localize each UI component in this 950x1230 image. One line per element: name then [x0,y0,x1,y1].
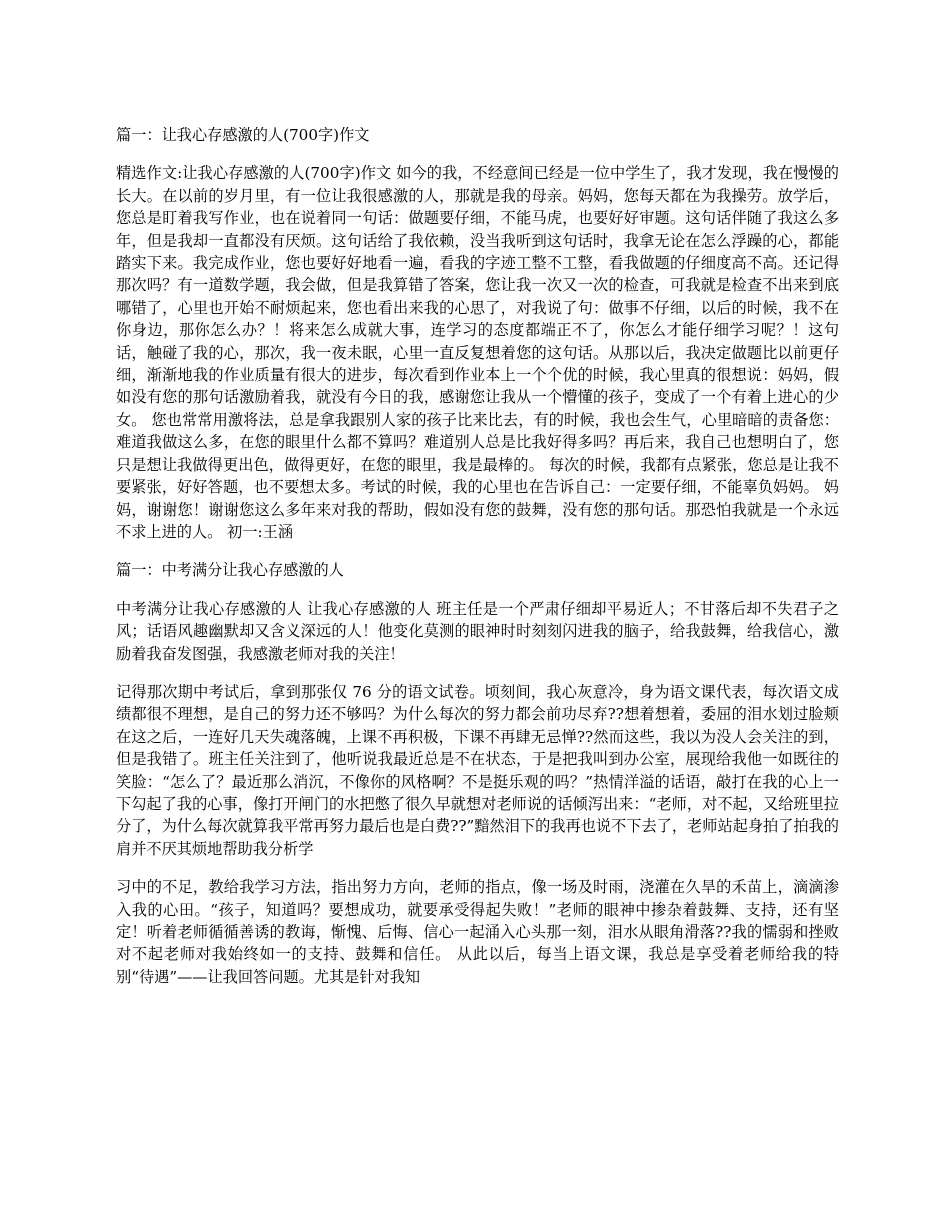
document-page [116,124,839,1004]
article-1-paragraph: 精选作文:让我心存感激的人(700字)作文 如今的我，不经意间已经是一位中学生了，我才发现，我在慢慢的长大。在以前的岁月里，有一位让我很感激的人，那就是我的母亲。妈妈，您每天都在为我操劳。放学后，您总是盯着我写作业，也在说着同一句话：做题要仔细，不能马虎，也要好好审题。这句话伴随了我这么多年，但是我却一直都没有厌烦。这句话给了我依赖，没当我听到这句话时，我拿无论在怎么浮躁的心，都能踏实下来。我完成作业，您也要好好地看一遍，看我的字迹工整不工整，看我做题的仔细度高不高。还记得那次吗？有一道数学题，我会做，但是我算错了答案，您让我一次又一次的检查，可我就是检查不出来到底哪错了，心里也开始不耐烦起来，您也看出来我的心思了，对我说了句：做事不仔细，以后的时候，我不在你身边，那你怎么办？！将来怎么成就大事，连学习的态度都端正不了，你怎么才能仔细学习呢？！这句话，触碰了我的心，那次，我一夜未眠，心里一直反复想着您的这句话。从那以后，我决定做题比以前更仔细，渐渐地我的作业质量有很大的进步，每次看到作业本上一个个优的时候，我心里真的很想说：妈妈，假如没有您的那句话激励着我，就没有今日的我，感谢您让我从一个懵懂的孩子，变成了一个有着上进心的少女。 您也常常用激将法，总是拿我跟别人家的孩子比来比去，有的时候，我也会生气，心里暗暗的责备您：难道我做这么多，在您的眼里什么都不算吗？难道别人总是比我好得多吗？再后来，我自己也想明白了，您只是想让我做得更出色，做得更好，在您的眼里，我是最棒的。 每次的时候，我都有点紧张，您总是让我不要紧张，好好答题，也不要想太多。考试的时候，我的心里也在告诉自己：一定要仔细，不能辜负妈妈。 妈妈，谢谢您！谢谢您这么多年来对我的帮助，假如没有您的鼓舞，没有您的那句话。那恐怕我就是一个永远不求上进的人。 初一:王涵 [116,164,839,541]
article-1-heading: 篇一：让我心存感激的人(700字)作文 [116,126,370,144]
article-2-heading: 篇一：中考满分让我心存感激的人 [116,561,344,580]
article-2-paragraph-2: 记得那次期中考试后，拿到那张仅 76 分的语文试卷。顷刻间，我心灰意冷，身为语文课代表，每次语文成绩都很不理想，是自己的努力还不够吗？为什么每次的努力都会前功尽弃??想着想着，委屈的泪水划过脸颊在这之后，一连好几天失魂落魄，上课不再积极，下课不再肆无忌惮??然而这些，我以为没人会关注的到，但是我错了。班主任关注到了，他听说我最近总是不在状态，于是把我叫到办公室，展现给我他一如既往的笑脸：“怎么了？最近那么消沉，不像你的风格啊？不是挺乐观的吗？”热情洋溢的话语，敲打在我的心上一下勾起了我的心事，像打开闸门的水把憋了很久早就想对老师说的话倾泻出来：“老师，对不起，又给班里拉分了，为什么每次就算我平常再努力最后也是白费??”黯然泪下的我再也说不下去了，老师站起身拍了拍我的肩并不厌其烦地帮助我分析学 [116,682,839,858]
article-2-paragraph-1: 中考满分让我心存感激的人 让我心存感激的人 班主任是一个严肃仔细却平易近人；不甘落后却不失君子之风；话语风趣幽默却又含义深远的人！他变化莫测的眼神时时刻刻闪进我的脑子，给我鼓舞，给我信心，激励着我奋发图强，我感激老师对我的关注！ [116,599,839,663]
article-2-paragraph-3: 习中的不足，教给我学习方法，指出努力方向，老师的指点，像一场及时雨，浇灌在久旱的禾苗上，滴滴渗入我的心田。“孩子，知道吗？要想成功，就要承受得起失败！”老师的眼神中掺杂着鼓舞、支持，还有坚定！听着老师循循善诱的教诲，惭愧、后悔、信心一起涌入心头那一刻，泪水从眼角滑落??我的懦弱和挫败对不起老师对我始终如一的支持、鼓舞和信任。 从此以后，每当上语文课，我总是享受着老师给我的特别“待遇”——让我回答问题。尤其是针对我知 [116,878,839,986]
